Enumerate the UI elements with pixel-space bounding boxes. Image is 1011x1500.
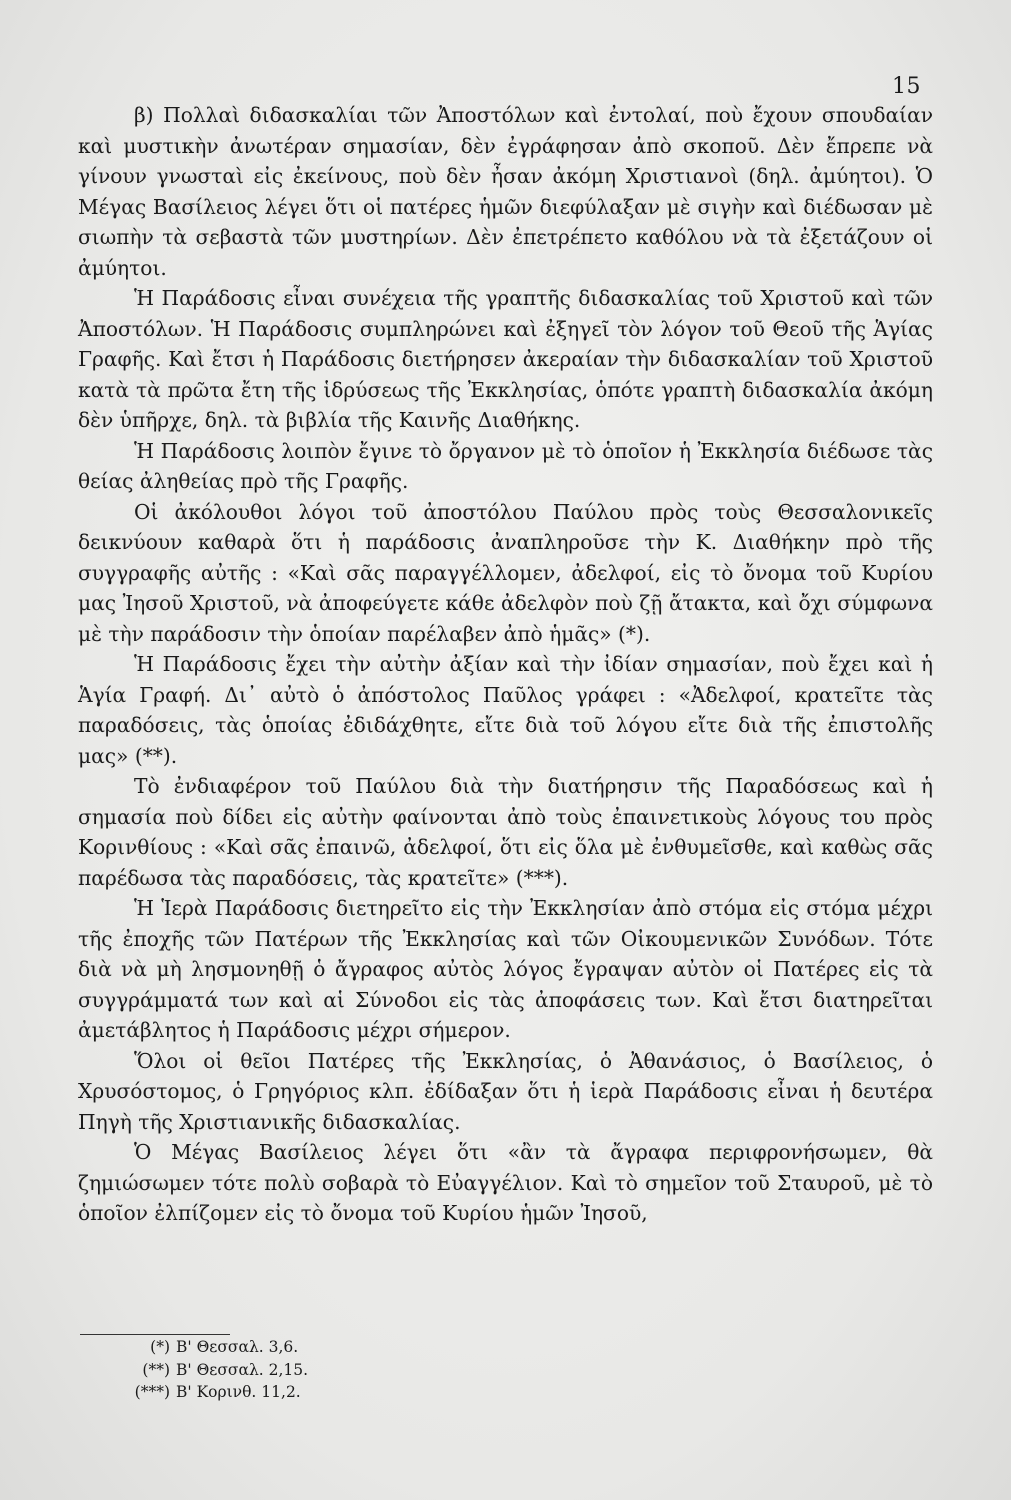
footnote-divider — [80, 1334, 230, 1335]
paragraph: Ὅλοι οἱ θεῖοι Πατέρες τῆς Ἐκκλησίας, ὁ Ἀθανάσιος, ὁ Βασίλειος, ὁ Χρυσόστομος, ὁ Γρηγόριος κλπ. ἐδίδαξαν ὅτι ἡ ἱερὰ Παράδοσις εἶναι ἡ δευτέρα Πηγὴ τῆς Χριστιανικῆς διδασκαλίας. — [78, 1048, 933, 1134]
paragraph: β) Πολλαὶ διδασκαλίαι τῶν Ἀποστόλων καὶ ἐντολαί, ποὺ ἔχουν σπουδαίαν καὶ μυστικὴν ἀνωτέραν σημασίαν, δὲν ἐγράφησαν ἀπὸ σκοποῦ. Δὲν ἔπρεπε νὰ γίνουν γνωσταὶ εἰς ἐκείνους, ποὺ δὲν ἦσαν ἀκόμη Χριστιανοὶ (δηλ. ἀμύητοι). Ὁ Μέγας Βασίλειος λέγει ὅτι οἱ πατέρες ἡμῶν διεφύλαξαν μὲ σιγὴν καὶ διέδωσαν μὲ σιωπὴν τὰ σεβαστὰ τῶν μυστηρίων. Δὲν ἐπετρέπετο καθόλου νὰ τὰ ἐξετάζουν οἱ ἀμύητοι. — [78, 103, 933, 280]
paragraph: Ὁ Μέγας Βασίλειος λέγει ὅτι «ἂν τὰ ἄγραφα περιφρονήσωμεν, θὰ ζημιώσωμεν τότε πολὺ σοβαρὰ τὸ Εὐαγγέλιον. Καὶ τὸ σημεῖον τοῦ Σταυροῦ, μὲ τὸ ὁποῖον ἐλπίζομεν εἰς τὸ ὄνομα τοῦ Κυρίου ἡμῶν Ἰησοῦ, — [78, 1140, 933, 1225]
footnote — [112, 1336, 308, 1359]
paragraph: Τὸ ἐνδιαφέρον τοῦ Παύλου διὰ τὴν διατήρησιν τῆς Παραδόσεως καὶ ἡ σημασία ποὺ δίδει εἰς αὐτὴν φαίνονται ἀπὸ τοὺς ἐπαινετικοὺς λόγους του πρὸς Κορινθίους : «Καὶ σᾶς ἐπαινῶ, ἀδελφοί, ὅτι εἰς ὅλα μὲ ἐνθυμεῖσθε, καὶ καθὼς σᾶς παρέδωσα τὰς παραδόσεις, τὰς κρατεῖτε» (***). — [78, 774, 933, 890]
footnote-mark: (*) — [150, 1338, 170, 1356]
footnote-mark: (***) — [134, 1383, 170, 1401]
footnote-mark: (**) — [142, 1360, 170, 1379]
footnote — [112, 1359, 308, 1382]
paragraph: Οἱ ἀκόλουθοι λόγοι τοῦ ἀποστόλου Παύλου πρὸς τοὺς Θεσσαλονικεῖς δεικνύουν καθαρὰ ὅτι ἡ παράδοσις ἀναπληροῦσε τὴν Κ. Διαθήκην πρὸ τῆς συγγραφῆς αὐτῆς : «Καὶ σᾶς παραγγέλλομεν, ἀδελφοί, εἰς τὸ ὄνομα τοῦ Κυρίου μας Ἰησοῦ Χριστοῦ, νὰ ἀποφεύγετε κάθε ἀδελφὸν ποὺ ζῇ ἄτακτα, καὶ ὄχι σύμφωνα μὲ τὴν παράδοσιν τὴν ὁποίαν παρέλαβεν ἀπὸ ἡμᾶς» (*). — [78, 499, 933, 646]
paragraph: Ἡ Παράδοσις ἔχει τὴν αὐτὴν ἀξίαν καὶ τὴν ἰδίαν σημασίαν, ποὺ ἔχει καὶ ἡ Ἁγία Γραφή. Δι᾽ αὐτὸ ὁ ἀπόστολος Παῦλος γράφει : «Ἀδελφοί, κρατεῖτε τὰς παραδόσεις, τὰς ὁποίας ἐδιδάχθητε, εἴτε διὰ τοῦ λόγου εἴτε διὰ τῆς ἐπιστολῆς μας» (**). — [78, 652, 933, 768]
paragraph: Ἡ Παράδοσις εἶναι συνέχεια τῆς γραπτῆς διδασκαλίας τοῦ Χριστοῦ καὶ τῶν Ἀποστόλων. Ἡ Παράδοσις συμπληρώνει καὶ ἐξηγεῖ τὸν λόγον τοῦ Θεοῦ τῆς Ἁγίας Γραφῆς. Καὶ ἔτσι ἡ Παράδοσις διετήρησεν ἀκεραίαν τὴν διδασκαλίαν τοῦ Χριστοῦ κατὰ τὰ πρῶτα ἔτη τῆς ἱδρύσεως τῆς Ἐκκλησίας, ὁπότε γραπτὴ διδασκαλία ἀκόμη δὲν ὑπῆρχε, δηλ. τὰ βιβλία τῆς Καινῆς Διαθήκης. — [78, 286, 933, 432]
footnote-text: Β' Κορινθ. 11,2. — [176, 1383, 301, 1401]
footnote-text: Β' Θεσσαλ. 3,6. — [176, 1338, 299, 1356]
page-number: 15 — [892, 74, 921, 99]
footnote-text: Β' Θεσσαλ. 2,15. — [176, 1360, 309, 1379]
footnotes — [112, 1336, 308, 1404]
paragraph: Ἡ Ἱερὰ Παράδοσις διετηρεῖτο εἰς τὴν Ἐκκλησίαν ἀπὸ στόμα εἰς στόμα μέχρι τῆς ἐποχῆς τῶν Πατέρων τῆς Ἐκκλησίας καὶ τῶν Οἰκουμενικῶν Συνόδων. Τότε διὰ νὰ μὴ λησμονηθῇ ὁ ἄγραφος αὐτὸς λόγος ἔγραψαν αὐτὸν οἱ Πατέρες εἰς τὰ συγγράμματά των καὶ αἱ Σύνοδοι εἰς τὰς ἀποφάσεις των. Καὶ ἔτσι διατηρεῖται ἀμετάβλητος ἡ Παράδοσις μέχρι σήμερον. — [78, 896, 933, 1042]
footnote — [112, 1381, 308, 1404]
body-text — [78, 100, 933, 1229]
paragraph: Ἡ Παράδοσις λοιπὸν ἔγινε τὸ ὄργανον μὲ τὸ ὁποῖον ἡ Ἐκκλησία διέδωσε τὰς θείας ἀληθείας πρὸ τῆς Γραφῆς. — [78, 438, 933, 493]
